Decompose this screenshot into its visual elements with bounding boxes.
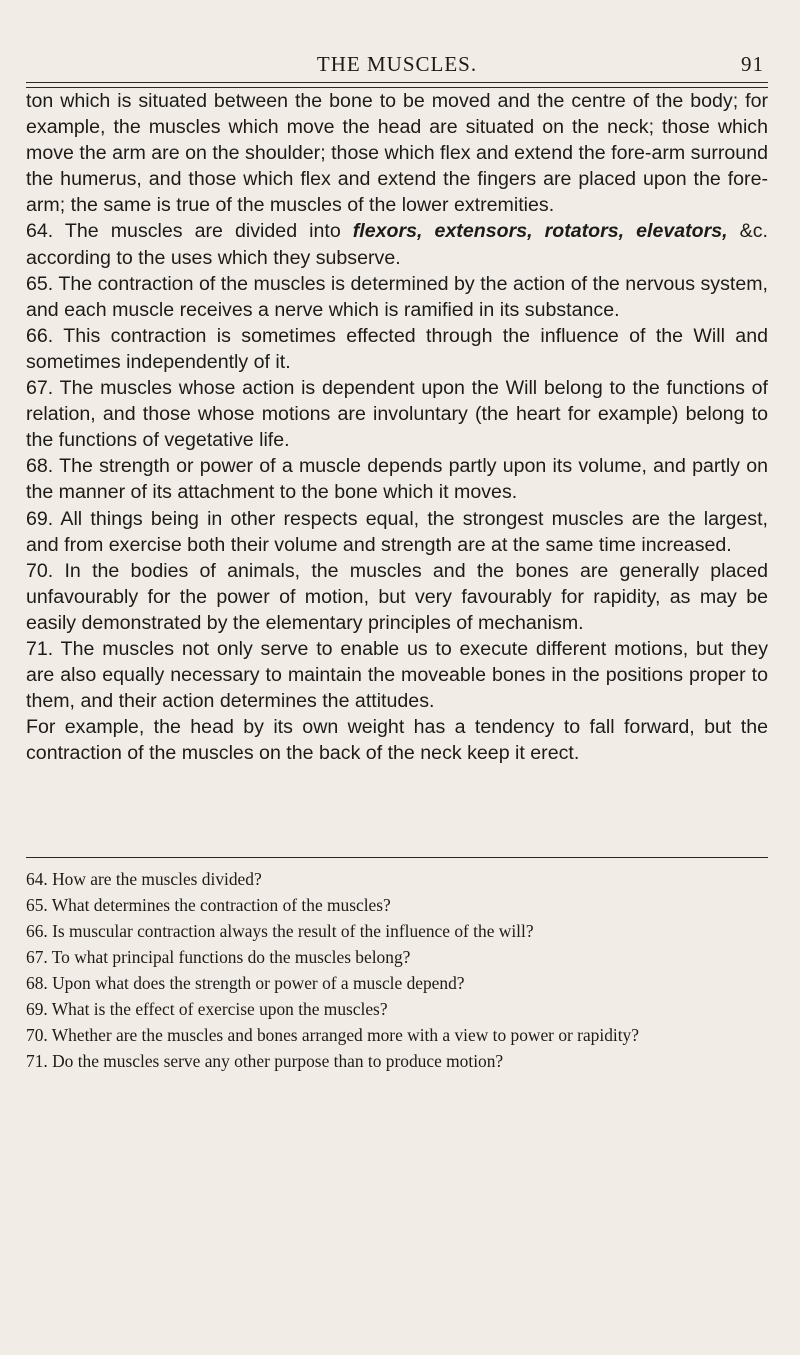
running-head-title: THE MUSCLES.	[316, 52, 478, 76]
paragraph-67: 67. The muscles whose action is dependent upon the Will belong to the functions of relation, and those whose motions are involuntary (the heart for example) belong to the functions of vegetative life.	[26, 377, 768, 452]
question-68: 68. Upon what does the strength or power of a muscle depend?	[26, 973, 465, 993]
paragraph-70: 70. In the bodies of animals, the muscles and the bones are generally placed unfavourably for the power of motion, but very favourably for rapidity, as may be easily demonstrated by the elementary principles of mechanism.	[26, 559, 768, 634]
question-64: 64. How are the muscles divided?	[26, 869, 262, 889]
term-elevators: elevators,	[636, 220, 728, 243]
paragraph-64	[26, 218, 768, 270]
paragraph-65: 65. The contraction of the muscles is determined by the action of the nervous system, and each muscle receives a nerve which is ramified in its substance.	[26, 272, 768, 321]
paragraph-64-tail: &c. according to the uses which they subserve.	[26, 220, 768, 269]
paragraph-71: 71. The muscles not only serve to enable us to execute different motions, but they are also equally necessary to maintain the moveable bones in the positions proper to them, and their action determines the attitudes.	[26, 637, 768, 713]
paragraph-example: For example, the head by its own weight has a tendency to fall forward, but the contraction of the muscles on the back of the neck keep it erect.	[26, 716, 768, 765]
body-text	[26, 88, 768, 766]
question-65: 65. What determines the contraction of the muscles?	[26, 895, 391, 915]
question-70: 70. Whether are the muscles and bones arranged more with a view to power or rapidity?	[26, 1025, 639, 1045]
question-69: 69. What is the effect of exercise upon the muscles?	[26, 999, 388, 1019]
page-number: 91	[741, 52, 764, 76]
paragraph-64-lead: 64. The muscles are divided into	[26, 220, 353, 243]
review-questions	[26, 866, 768, 1074]
questions-rule	[26, 857, 768, 858]
running-head	[26, 52, 768, 80]
paragraph-intro: ton which is situated between the bone to be moved and the centre of the body; for example, the muscles which move the head are situated on the neck; those which move the arm are on the shoulder; those which flex and extend the fore-arm surround the humerus, and those which flex and extend the fingers are placed upon the fore-arm; the same is true of the muscles of the lower extremities.	[26, 90, 768, 217]
paragraph-68: 68. The strength or power of a muscle depends partly upon its volume, and partly on the manner of its attachment to the bone which it moves.	[26, 455, 768, 504]
term-rotators: rotators,	[544, 220, 625, 243]
paragraph-69: 69. All things being in other respects equal, the strongest muscles are the largest, and from exercise both their volume and strength are at the same time increased.	[26, 507, 768, 556]
paragraph-66: 66. This contraction is sometimes effected through the influence of the Will and sometimes independently of it.	[26, 324, 768, 373]
question-67: 67. To what principal functions do the muscles belong?	[26, 947, 411, 967]
question-66: 66. Is muscular contraction always the result of the influence of the will?	[26, 921, 534, 941]
term-extensors: extensors,	[434, 220, 533, 243]
question-71: 71. Do the muscles serve any other purpose than to produce motion?	[26, 1051, 504, 1071]
term-flexors: flexors,	[352, 220, 423, 243]
